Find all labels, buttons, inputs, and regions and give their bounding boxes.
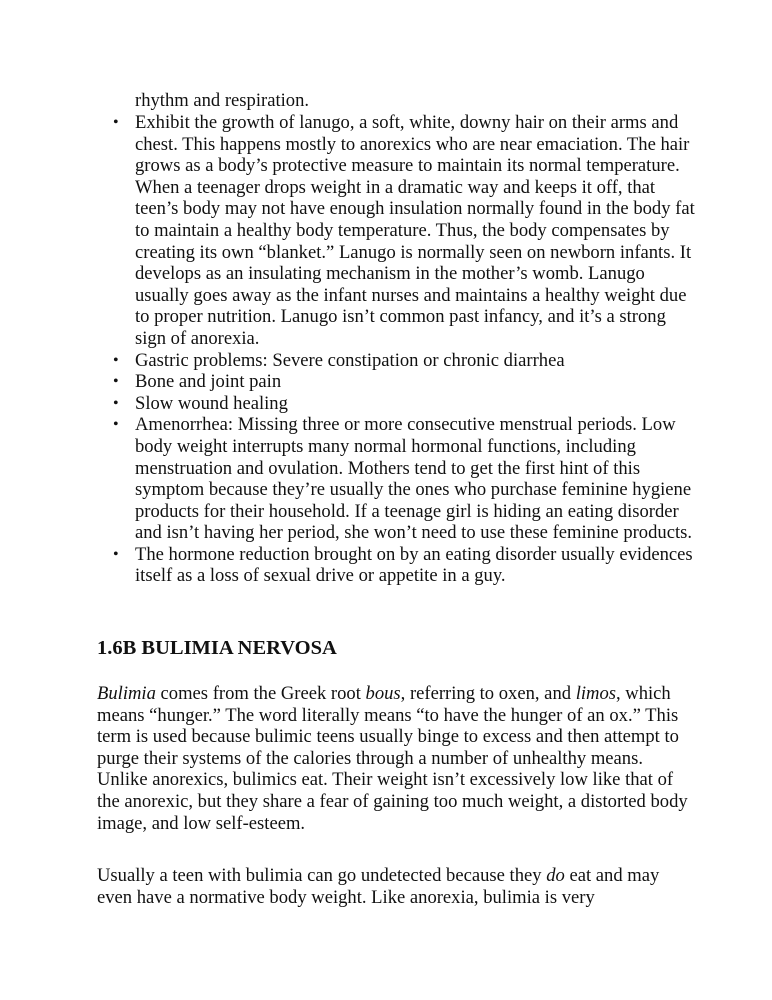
- italic-word: limos: [575, 683, 616, 704]
- paragraph-bulimia-detection: [97, 865, 697, 908]
- italic-word: bous: [365, 683, 401, 704]
- text-span: comes from the Greek root: [155, 683, 366, 704]
- text-span: eat and may even have a normative body weight. Like anorexia, bulimia is very: [97, 865, 660, 908]
- text-span: Usually a teen with bulimia can go undetected because they: [97, 865, 547, 886]
- section-heading: 1.6B BULIMIA NERVOSA: [97, 637, 337, 659]
- italic-word: Bulimia: [97, 683, 156, 704]
- list-item-wound-healing: • Slow wound healing: [135, 393, 695, 415]
- text-span: , which means “hunger.” The word literally means “to have the hunger of an ox.” This term is used because bulimic teens usually binge to excess and then attempt to purge their systems of the calories through a number of unhealthy means. Unlike anorexics, bulimics eat. Their weight isn’t excessively low like that of the anorexic, but they share a fear of gaining too much weight, a distorted body image, and low self-esteem.: [97, 683, 688, 834]
- list-item-gastric: • Gastric problems: Severe constipation or chronic diarrhea: [135, 350, 695, 372]
- list-item-amenorrhea: • Amenorrhea: Missing three or more consecutive menstrual periods. Low body weight interrupts many normal hormonal functions, including menstruation and ovulation. Mothers tend to get the first hint of this symptom because they’re usually the ones who purchase feminine hygiene products for their household. If a teenage girl is hiding an eating disorder and isn’t having her period, she won’t need to use these feminine products.: [135, 414, 695, 544]
- list-item-hormone-reduction: • The hormone reduction brought on by an eating disorder usually evidences itself as a loss of sexual drive or appetite in a guy.: [135, 544, 695, 587]
- symptom-list: [135, 112, 695, 587]
- italic-word: do: [546, 865, 565, 886]
- list-item-lanugo: • Exhibit the growth of lanugo, a soft, white, downy hair on their arms and chest. This happens mostly to anorexics who are near emaciation. The hair grows as a body’s protective measure to maintain its normal temperature. When a teenager drops weight in a dramatic way and keeps it off, that teen’s body may not have enough insulation normally found in the body fat to maintain a healthy body temperature. Thus, the body compensates by creating its own “blanket.” Lanugo is normally seen on newborn infants. It develops as an insulating mechanism in the mother’s womb. Lanugo usually goes away as the infant nurses and maintains a healthy weight due to proper nutrition. Lanugo isn’t common past infancy, and it’s a strong sign of anorexia.: [135, 112, 695, 350]
- continuation-text: rhythm and respiration.: [135, 90, 310, 111]
- list-item-bone-joint: • Bone and joint pain: [135, 371, 695, 393]
- paragraph-bulimia-origin: [97, 683, 697, 834]
- text-span: , referring to oxen, and: [400, 683, 576, 704]
